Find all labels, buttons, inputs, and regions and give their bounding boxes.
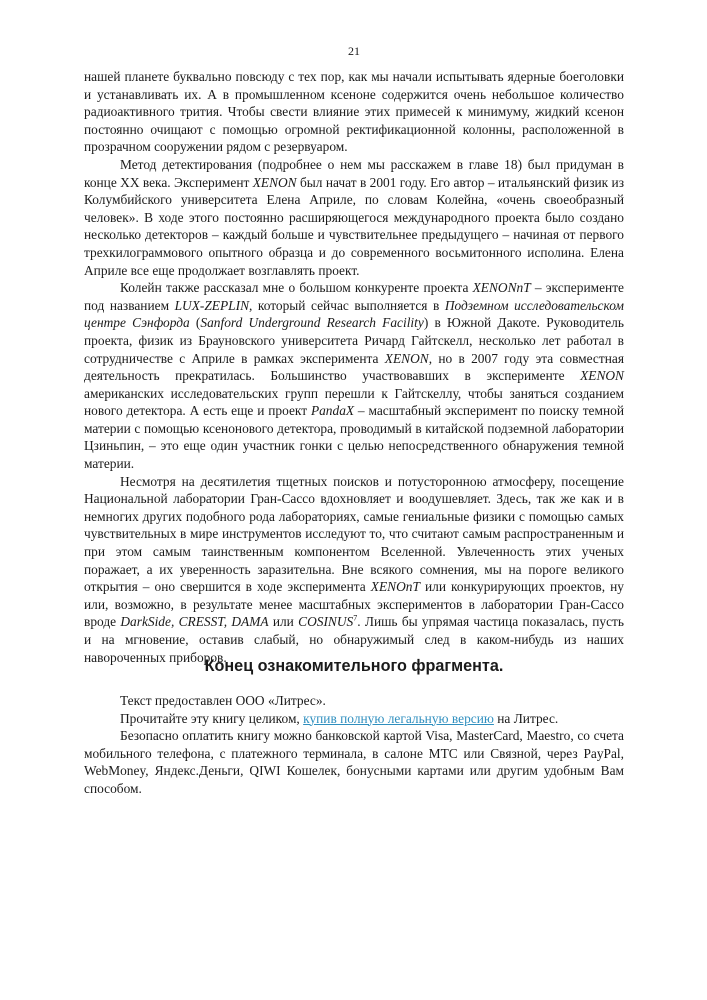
italic-term: LUX-ZEPLIN	[174, 297, 249, 313]
paragraph	[84, 473, 624, 667]
read-before-text: Прочитайте эту книгу целиком,	[120, 710, 304, 726]
payment-options-text: Безопасно оплатить книгу можно банковской картой Visa, MasterCard, Maestro, со счета мобильного телефона, с платежного терминала, в салоне МТС или Связной, через PayPal, WebMoney, Яндекс.Деньги, QIWI Кошелек, бонусными картами или другим удобным Вам способом.	[84, 728, 624, 796]
footnote-marker: 7	[353, 613, 358, 623]
text-run: или конкурирующих проектов, ну или, возможно, в результате менее масштабных экспериментов в лаборатории Гран-Сассо вроде	[84, 579, 625, 630]
italic-term: DarkSide, CRESST, DAMA	[120, 614, 269, 630]
text-run: Метод детектирования (подробнее о нем мы расскажем в главе 18) был придуман в конце XX века. Эксперимент	[84, 156, 624, 190]
text-run: (	[189, 315, 201, 331]
read-after-text: на Литрес.	[493, 710, 559, 726]
text-run: Несмотря на десятилетия тщетных поисков и потусторонною атмосферу, посещение Национальной лаборатории Гран-Сассо вдохновляет и воодушевляет. Здесь, так же как и в немногих других подобного рода лабораториях, самые гениальные физики с помощью самых чувствительных в мире инструментов исследуют то, что считают самым распространенным и при этом самым таинственным компонентом Вселенной. Увлеченность этих ученых поражает, а их уверенность заразительна. Вне всякого сомнения, мы на пороге великого открытия – оно свершится в ходе эксперимента	[84, 473, 624, 595]
text-run: ) в Южной Дакоте. Руководитель проекта, физик из Брауновского университета Ричард Гайтскелл, несколько лет работал в сотрудничестве с Априле в рамках эксперимента	[84, 315, 624, 366]
end-of-fragment-heading: Конец ознакомительного фрагмента.	[204, 657, 504, 675]
page-number: 21	[348, 44, 360, 58]
paragraph	[84, 68, 624, 156]
text-run: или	[268, 614, 299, 630]
paragraph	[84, 279, 624, 473]
text-run: Колейн также рассказал мне о большом конкуренте проекта	[120, 280, 473, 296]
text-run: , который сейчас выполняется в	[249, 297, 445, 313]
buy-full-version-link[interactable]: купив полную легальную версию	[303, 710, 494, 726]
text-run: , но в 2007 году эта совместная деятельность прекратилась. Большинство участвовавших в эксперименте	[84, 350, 624, 384]
text-run: нашей планете буквально повсюду с тех пор, как мы начали испытывать ядерные боеголовки и устанавливать их. А в промышленном ксеноне содержится очень небольшое количество радиоактивного трития. Чтобы свести влияние этих примесей к минимуму, жидкий ксенон постоянно очищают с помощью огромной ректификационной колонны, расположенной в прозрачном сооружении рядом с резервуаром.	[84, 69, 624, 155]
provided-by-text: Текст предоставлен ООО «Литрес».	[120, 693, 326, 708]
paragraph	[84, 156, 624, 279]
italic-term: XENON	[252, 174, 297, 190]
text-run: был начат в 2001 году. Его автор – итальянский физик из Колумбийского университета Елена Априле, по словам Колейна, «очень своеобразный человек». В ходе этого постоянно расширяющегося международного проекта было создано несколько детекторов – каждый больше и чувствительнее предыдущего – начиная от первого трехкилограммового опытного образца и до современного восьмитонного исполина. Елена Априле все еще продолжает возглавлять проект.	[84, 174, 625, 278]
italic-term: XENONnT	[472, 280, 531, 296]
read-full-book-text	[84, 710, 624, 728]
italic-term: XENON	[580, 368, 624, 384]
purchase-notice	[84, 692, 624, 798]
italic-term: XENON	[384, 350, 429, 366]
text-run: – масштабный эксперимент по поиску темной материи с помощью ксенонового детектора, проводимый в китайской подземной лаборатории Цзиньпин, – это еще один участник гонки с целью непосредственного обнаружения темной материи.	[84, 403, 624, 472]
text-run: – эксперименте под названием	[84, 280, 624, 313]
italic-term: Sanford Underground Research Facility	[200, 315, 424, 331]
text-run: . Лишь бы упрямая частица показалась, пусть и на мгновение, оставив слабый, но обнаружимый след в каком-нибудь из наших навороченных приборов.	[84, 614, 624, 665]
italic-term: PandaX	[310, 403, 355, 419]
text-run: американских исследовательских групп перешли к Гайтскеллу, чтобы заняться созданием нового детектора. А есть еще и проект	[84, 385, 624, 419]
italic-term: XENOnT	[370, 579, 420, 595]
italic-term: COSINUS	[298, 614, 354, 630]
chapter-body	[84, 68, 624, 666]
italic-term: Подземном исследовательском центре Сэнфорда	[84, 297, 624, 331]
